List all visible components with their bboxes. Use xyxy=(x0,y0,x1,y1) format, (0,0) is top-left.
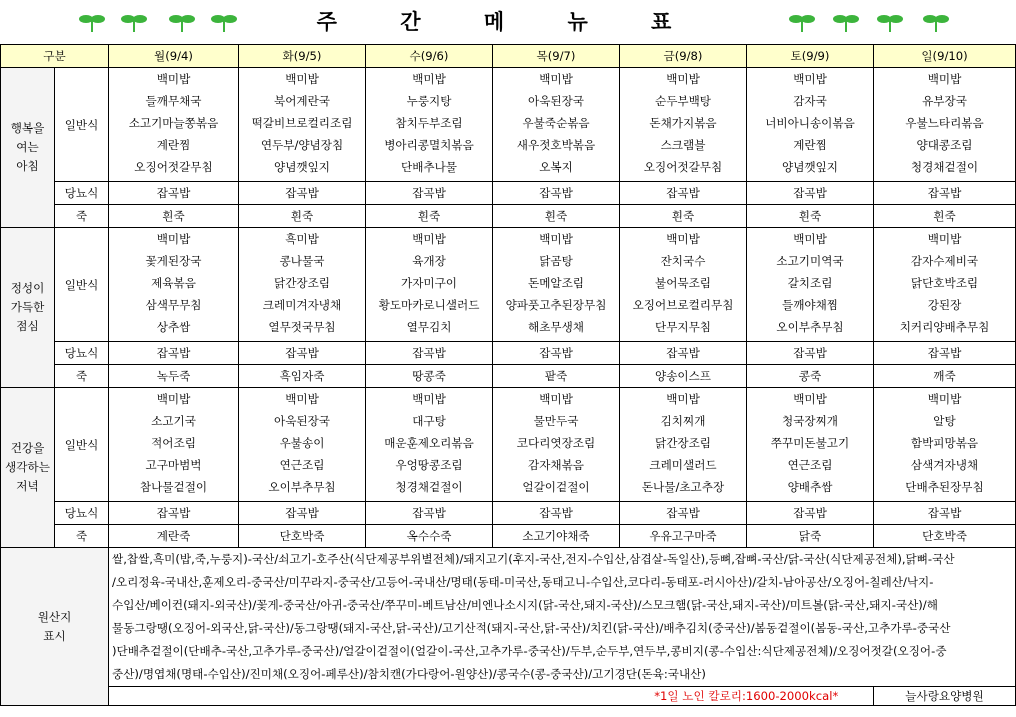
menu-item: 우불느타리볶음 xyxy=(905,116,984,130)
menu-cell xyxy=(109,68,239,182)
porridge-cell: 흰죽 xyxy=(620,205,747,228)
menu-item: 닭간장조림 xyxy=(274,276,330,290)
meal-section-label-line: 점심 xyxy=(16,319,39,333)
origin-line: /오리정육-국내산,훈제오리-중국산/미꾸라지-중국산/고등어-국내산/명태(동태-미국산,동태고니-수입산,코다리-동태포-러시아산)/갈치-남아공산/오징어-칠레산/낙지- xyxy=(112,575,934,589)
menu-item: 잔치국수 xyxy=(660,254,706,268)
menu-item: 콩나물국 xyxy=(279,254,325,268)
porridge-cell: 단호박죽 xyxy=(239,525,366,548)
menu-item: 오이부추무침 xyxy=(268,480,336,494)
menu-item: 백미밥 xyxy=(793,392,827,406)
porridge-row xyxy=(1,205,1016,228)
menu-cell xyxy=(493,228,620,342)
day-header: 토(9/9) xyxy=(747,45,874,68)
menu-item: 병아리콩멸치볶음 xyxy=(384,138,474,152)
menu-cell xyxy=(620,228,747,342)
menu-item: 백미밥 xyxy=(412,392,446,406)
menu-item: 크레미샐러드 xyxy=(649,458,717,472)
menu-item: 순두부백탕 xyxy=(655,94,711,108)
menu-item: 백미밥 xyxy=(666,392,700,406)
menu-item: 떡갈비브로컬리조림 xyxy=(251,116,353,130)
menu-item: 청국장찌개 xyxy=(782,414,838,428)
footer-spacer xyxy=(109,687,620,706)
origin-row xyxy=(1,548,1016,687)
porridge-row xyxy=(1,525,1016,548)
meal-section-label-line: 건강을 xyxy=(10,441,45,455)
diabetic-cell: 잡곡밥 xyxy=(239,342,366,365)
diabetic-row xyxy=(1,342,1016,365)
porridge-cell: 흑임자죽 xyxy=(239,365,366,388)
menu-cell xyxy=(366,228,493,342)
menu-item: 청경채겉절이 xyxy=(395,480,463,494)
menu-item: 백미밥 xyxy=(927,392,962,406)
menu-item: 백미밥 xyxy=(539,392,573,406)
meal-section-label-line: 생각하는 xyxy=(5,460,50,474)
porridge-cell: 팥죽 xyxy=(493,365,620,388)
menu-item: 오징어브로컬리무침 xyxy=(632,298,734,312)
menu-item: 백미밥 xyxy=(156,392,191,406)
menu-item: 매운훈제오리볶음 xyxy=(384,436,474,450)
sprout-icon xyxy=(922,10,950,34)
menu-cell xyxy=(493,68,620,182)
menu-item: 황도마카로니샐러드 xyxy=(378,298,480,312)
menu-cell xyxy=(747,388,874,502)
menu-item: 꽃게된장국 xyxy=(145,254,202,268)
diabetic-cell: 잡곡밥 xyxy=(620,342,747,365)
menu-cell xyxy=(493,388,620,502)
calorie-note: *1일 노인 칼로리:1600-2000kcal* xyxy=(620,687,874,706)
menu-cell xyxy=(109,388,239,502)
menu-item: 양념깻잎지 xyxy=(782,160,838,174)
porridge-cell: 단호박죽 xyxy=(874,525,1016,548)
origin-line: 쌀,찹쌀,흑미(밥,죽,누룽지)-국산/쇠고기-호주산(식단제공부위별전체)/돼지고기(후지-국산,전지-수입산,삼겹살-독일산),등뼈,잡뼈-국산/닭-국산(식단제공전체),닭뼈-국산 xyxy=(112,552,955,566)
menu-item: 감자국 xyxy=(793,94,827,108)
menu-cell xyxy=(366,68,493,182)
menu-item: 연근조림 xyxy=(279,458,325,472)
menu-cell xyxy=(747,228,874,342)
menu-item: 오복지 xyxy=(539,160,573,174)
menu-item: 백미밥 xyxy=(156,232,191,246)
meal-section-label-line: 여는 xyxy=(16,140,39,154)
porridge-cell: 흰죽 xyxy=(493,205,620,228)
menu-cell xyxy=(239,228,366,342)
menu-item: 연근조림 xyxy=(787,458,833,472)
porridge-cell: 땅콩죽 xyxy=(366,365,493,388)
menu-item: 백미밥 xyxy=(927,72,962,86)
menu-item: 해초무생채 xyxy=(528,320,584,334)
menu-item: 양파풋고추된장무침 xyxy=(505,298,607,312)
diabetic-cell: 잡곡밥 xyxy=(747,342,874,365)
menu-item: 스크램블 xyxy=(660,138,706,152)
menu-item: 아욱된장국 xyxy=(528,94,584,108)
porridge-cell: 옥수수죽 xyxy=(366,525,493,548)
diabetic-cell: 잡곡밥 xyxy=(366,182,493,205)
menu-item: 백미밥 xyxy=(793,232,827,246)
menu-item: 오징어젓갈무침 xyxy=(134,160,213,174)
diabetic-cell: 잡곡밥 xyxy=(109,182,239,205)
porridge-cell: 양송이스프 xyxy=(620,365,747,388)
day-header: 월(9/4) xyxy=(109,45,239,68)
menu-item: 삼색무무침 xyxy=(145,298,202,312)
hospital-name: 늘사랑요양병원 xyxy=(874,687,1016,706)
diabetic-cell: 잡곡밥 xyxy=(109,342,239,365)
menu-item: 백미밥 xyxy=(539,72,573,86)
menu-item: 양대콩조림 xyxy=(916,138,973,152)
menu-item: 참치두부조림 xyxy=(395,116,463,130)
meal-section-label xyxy=(1,228,55,388)
origin-text xyxy=(109,548,1016,687)
porridge-cell: 흰죽 xyxy=(366,205,493,228)
menu-item: 고구마범벅 xyxy=(145,458,202,472)
sprout-icon xyxy=(832,10,860,34)
porridge-cell: 흰죽 xyxy=(109,205,239,228)
menu-item: 오이부추무침 xyxy=(776,320,844,334)
diabetic-label: 당뇨식 xyxy=(55,502,109,525)
diabetic-cell: 잡곡밥 xyxy=(493,182,620,205)
menu-item: 누룽지탕 xyxy=(406,94,452,108)
menu-item: 불어묵조림 xyxy=(655,276,711,290)
origin-label-line: 표시 xyxy=(43,628,66,643)
origin-line: 중산)/명엽채(명태-수입산)/진미채(오징어-페루산)/참치캔(가다랑어-원양산)/콩국수(콩-중국산)/고기경단(돈육:국내산) xyxy=(112,667,706,681)
menu-cell xyxy=(874,228,1016,342)
diabetic-cell: 잡곡밥 xyxy=(366,342,493,365)
porridge-cell: 우유고구마죽 xyxy=(620,525,747,548)
menu-cell xyxy=(874,388,1016,502)
menu-item: 우엉땅콩조림 xyxy=(395,458,463,472)
menu-item: 백미밥 xyxy=(666,72,700,86)
general-row xyxy=(1,388,1016,502)
page-title: 주 간 메 뉴 표 xyxy=(316,10,700,34)
menu-item: 계란찜 xyxy=(793,138,827,152)
meal-section-label-line: 아침 xyxy=(16,159,39,173)
diabetic-cell: 잡곡밥 xyxy=(747,502,874,525)
meal-section-label-line: 저녁 xyxy=(16,479,39,493)
menu-item: 우불죽순볶음 xyxy=(522,116,590,130)
menu-item: 흑미밥 xyxy=(285,232,319,246)
general-label: 일반식 xyxy=(55,68,109,182)
diabetic-cell: 잡곡밥 xyxy=(620,502,747,525)
menu-item: 백미밥 xyxy=(156,72,191,86)
menu-item: 너비아니송이볶음 xyxy=(765,116,855,130)
porridge-cell: 콩죽 xyxy=(747,365,874,388)
diabetic-row xyxy=(1,182,1016,205)
menu-item: 크레미겨자냉채 xyxy=(262,298,342,312)
menu-item: 소고기국 xyxy=(151,414,196,428)
menu-item: 백미밥 xyxy=(539,232,573,246)
menu-item: 소고기미역국 xyxy=(776,254,844,268)
menu-item: 연두부/양념장침 xyxy=(260,138,344,152)
menu-item: 돈나물/초고추장 xyxy=(641,480,725,494)
porridge-cell: 계란죽 xyxy=(109,525,239,548)
general-row xyxy=(1,68,1016,182)
general-label: 일반식 xyxy=(55,388,109,502)
menu-item: 양배추쌈 xyxy=(787,480,833,494)
day-header: 일(9/10) xyxy=(874,45,1016,68)
sprout-icon xyxy=(788,10,816,34)
menu-item: 닭간장조림 xyxy=(655,436,711,450)
menu-item: 북어계란국 xyxy=(274,94,330,108)
menu-item: 감자수제비국 xyxy=(910,254,979,268)
diabetic-cell: 잡곡밥 xyxy=(620,182,747,205)
porridge-label: 죽 xyxy=(55,525,109,548)
diabetic-cell: 잡곡밥 xyxy=(239,182,366,205)
weekly-menu-table xyxy=(0,44,1016,706)
origin-line: 물동그랑땡(오징어-외국산,닭-국산)/동그랑땡(돼지-국산,닭-국산)/고기산적(돼지-국산,닭-국산)/치킨(닭-국산)/배추김치(중국산)/봄동겉절이(봄동-국산,고추가루-중국산 xyxy=(112,621,951,635)
menu-item: 치커리양배추무침 xyxy=(899,320,990,334)
menu-item: 계란찜 xyxy=(156,138,191,152)
menu-item: 닭단호박조림 xyxy=(910,276,979,290)
meal-section-label xyxy=(1,68,55,228)
menu-item: 새우젓호박볶음 xyxy=(516,138,596,152)
menu-item: 육개장 xyxy=(412,254,446,268)
diabetic-cell: 잡곡밥 xyxy=(366,502,493,525)
menu-cell xyxy=(620,68,747,182)
origin-label xyxy=(1,548,109,706)
menu-item: 감자채볶음 xyxy=(528,458,584,472)
meal-section-label-line: 행복을 xyxy=(10,121,45,135)
menu-item: 대구탕 xyxy=(412,414,446,428)
day-header: 목(9/7) xyxy=(493,45,620,68)
menu-item: 양념깻잎지 xyxy=(274,160,330,174)
menu-item: 백미밥 xyxy=(927,232,962,246)
menu-cell xyxy=(239,388,366,502)
porridge-cell: 흰죽 xyxy=(239,205,366,228)
general-row xyxy=(1,228,1016,342)
menu-item: 단배추나물 xyxy=(401,160,457,174)
menu-item: 얼갈이겉절이 xyxy=(522,480,590,494)
menu-cell xyxy=(109,228,239,342)
day-header: 금(9/8) xyxy=(620,45,747,68)
porridge-label: 죽 xyxy=(55,365,109,388)
porridge-cell: 닭죽 xyxy=(747,525,874,548)
menu-item: 단배추된장무침 xyxy=(905,480,984,494)
general-label: 일반식 xyxy=(55,228,109,342)
origin-label-line: 원산지 xyxy=(37,609,72,624)
porridge-cell: 녹두죽 xyxy=(109,365,239,388)
menu-item: 오징어젓갈무침 xyxy=(643,160,723,174)
menu-item: 백미밥 xyxy=(285,72,319,86)
porridge-cell: 흰죽 xyxy=(747,205,874,228)
menu-item: 유부장국 xyxy=(922,94,967,108)
header-row xyxy=(1,45,1016,68)
menu-item: 가자미구이 xyxy=(401,276,457,290)
menu-cell xyxy=(874,68,1016,182)
menu-cell xyxy=(366,388,493,502)
day-header: 수(9/6) xyxy=(366,45,493,68)
menu-item: 닭곰탕 xyxy=(539,254,573,268)
menu-cell xyxy=(620,388,747,502)
menu-item: 들깨야채찜 xyxy=(782,298,838,312)
menu-item: 참나물겉절이 xyxy=(139,480,208,494)
menu-item: 열무김치 xyxy=(406,320,452,334)
menu-item: 아욱된장국 xyxy=(274,414,330,428)
origin-line: )단배추겉절이(단배추-국산,고추가루-중국산)/얼갈이겉절이(얼갈이-국산,고추가루-중국산)/두부,순두부,연두부,콩비지(콩-수입산:식단제공전체)/오징어젓갈(오징어-중 xyxy=(112,644,947,658)
diabetic-row xyxy=(1,502,1016,525)
diabetic-cell: 잡곡밥 xyxy=(874,182,1016,205)
diabetic-label: 당뇨식 xyxy=(55,182,109,205)
origin-line: 수입산/베이컨(돼지-외국산)/꽃게-중국산/아귀-중국산/쭈꾸미-베트남산/비엔나소시지(닭-국산,돼지-국산)/스모크햄(닭-국산,돼지-국산)/미트볼(닭-국산,돼지-국산)/해 xyxy=(112,598,938,612)
footer-row xyxy=(1,687,1016,706)
menu-item: 함박피망볶음 xyxy=(910,436,979,450)
porridge-cell: 소고기야채죽 xyxy=(493,525,620,548)
menu-item: 백미밥 xyxy=(285,392,319,406)
meal-section-label xyxy=(1,388,55,548)
diabetic-cell: 잡곡밥 xyxy=(493,342,620,365)
diabetic-cell: 잡곡밥 xyxy=(109,502,239,525)
menu-item: 돈채가지볶음 xyxy=(649,116,717,130)
meal-section-label-line: 가득한 xyxy=(10,300,45,314)
menu-item: 백미밥 xyxy=(666,232,700,246)
menu-item: 갈치조림 xyxy=(787,276,833,290)
sprout-icon xyxy=(876,10,904,34)
porridge-label: 죽 xyxy=(55,205,109,228)
diabetic-cell: 잡곡밥 xyxy=(874,502,1016,525)
menu-item: 물만두국 xyxy=(533,414,579,428)
diabetic-label: 당뇨식 xyxy=(55,342,109,365)
menu-item: 돈메알조림 xyxy=(528,276,584,290)
menu-item: 우불송이 xyxy=(279,436,325,450)
menu-item: 알탕 xyxy=(933,414,956,428)
diabetic-cell: 잡곡밥 xyxy=(747,182,874,205)
menu-cell xyxy=(747,68,874,182)
menu-item: 들깨무채국 xyxy=(145,94,202,108)
day-header: 화(9/5) xyxy=(239,45,366,68)
menu-item: 강된장 xyxy=(927,298,962,312)
porridge-cell: 깨죽 xyxy=(874,365,1016,388)
porridge-cell: 흰죽 xyxy=(874,205,1016,228)
menu-item: 백미밥 xyxy=(793,72,827,86)
category-header: 구분 xyxy=(1,45,109,68)
menu-item: 삼색겨자냉채 xyxy=(910,458,979,472)
title-bar xyxy=(0,0,1016,44)
diabetic-cell: 잡곡밥 xyxy=(874,342,1016,365)
menu-item: 쭈꾸미돈불고기 xyxy=(770,436,850,450)
diabetic-cell: 잡곡밥 xyxy=(493,502,620,525)
diabetic-cell: 잡곡밥 xyxy=(239,502,366,525)
menu-item: 열무젓국무침 xyxy=(268,320,336,334)
menu-item: 백미밥 xyxy=(412,232,446,246)
menu-item: 코다리엿장조림 xyxy=(516,436,596,450)
meal-section-label-line: 정성이 xyxy=(10,281,45,295)
menu-item: 백미밥 xyxy=(412,72,446,86)
menu-item: 상추쌈 xyxy=(156,320,191,334)
menu-item: 제육볶음 xyxy=(151,276,196,290)
menu-item: 소고기마늘쫑볶음 xyxy=(128,116,219,130)
menu-item: 적어조림 xyxy=(151,436,196,450)
porridge-row xyxy=(1,365,1016,388)
menu-item: 단무지무침 xyxy=(655,320,711,334)
menu-cell xyxy=(239,68,366,182)
menu-item: 청경채겉절이 xyxy=(910,160,979,174)
menu-item: 김치찌개 xyxy=(660,414,706,428)
